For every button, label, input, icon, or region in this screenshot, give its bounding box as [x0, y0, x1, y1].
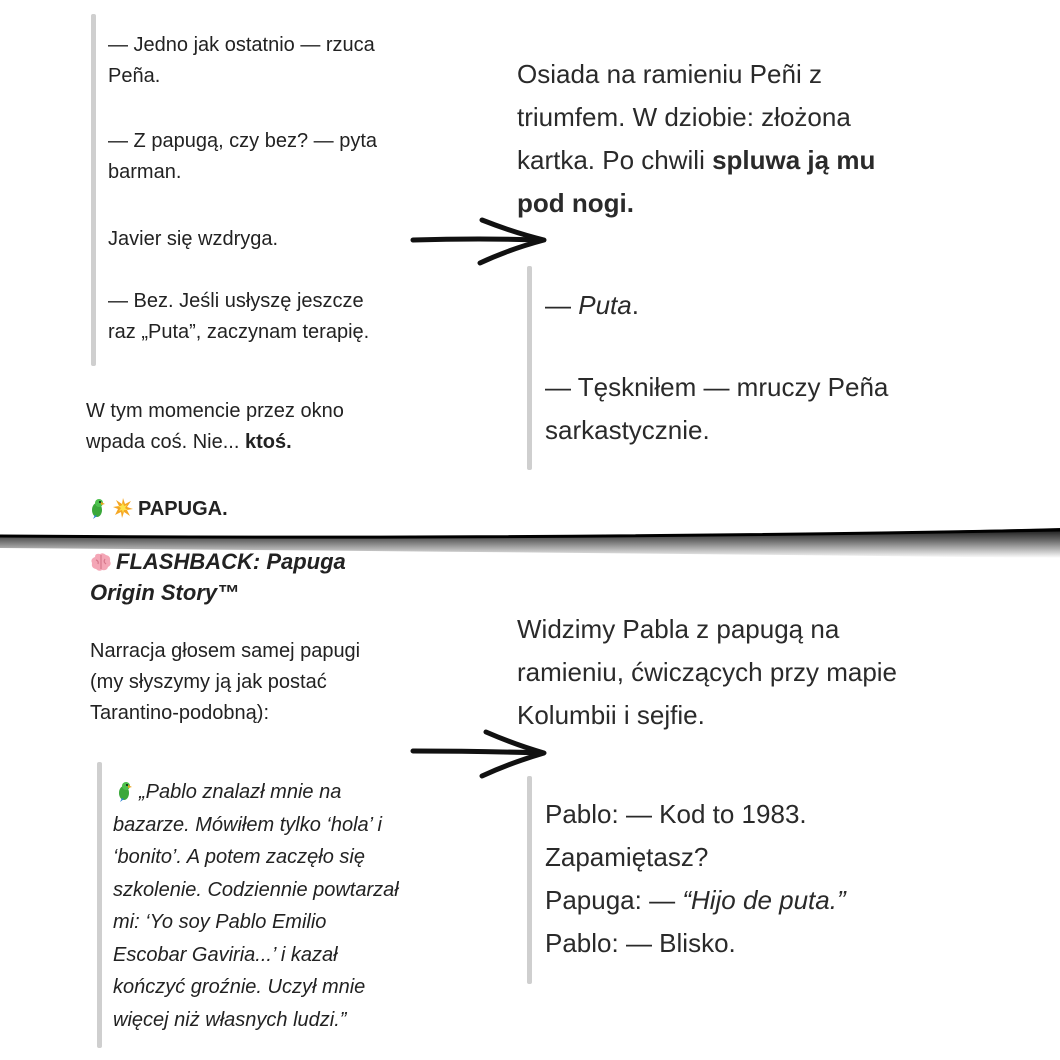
- quote-bar-bottom-right: [527, 776, 532, 984]
- quote-puta: — Puta.: [545, 290, 639, 320]
- quote-tesknilem: — Tęskniłem — mruczy Peña sarkastycznie.: [545, 372, 889, 445]
- dialog-block: Pablo: — Kod to 1983. Zapamiętasz? Papuga: — “Hijo de puta.” Pablo: — Blisko.: [545, 799, 846, 958]
- quote-paragraph-4: — Bez. Jeśli usłyszę jeszcze raz „Puta”, zaczynam terapię.: [108, 290, 370, 343]
- top-right-paragraph: Osiada na ramieniu Peñi z triumfem. W dziobie: złożona kartka. Po chwili spluwa ją mu pod nogi.: [517, 59, 876, 218]
- quote-bar-top-right: [527, 266, 532, 470]
- flashback-heading: FLASHBACK: Papuga Origin Story™: [90, 549, 346, 605]
- bottom-right-paragraph: Widzimy Pabla z papugą na ramieniu, ćwiczących przy mapie Kolumbii i sejfie.: [517, 614, 898, 730]
- quote-paragraph-2: — Z papugą, czy bez? — pyta barman.: [108, 130, 378, 183]
- quote-paragraph-1: — Jedno jak ostatnio — rzuca Peña.: [108, 34, 375, 87]
- explosion-icon: [112, 497, 134, 519]
- quote-paragraph-3: Javier się wzdryga.: [108, 228, 279, 250]
- quote-bar-bottom-left: [97, 762, 102, 1048]
- narration-paragraph: W tym momencie przez okno wpada coś. Nie... ktoś.: [86, 400, 344, 453]
- brain-icon: [90, 551, 112, 573]
- arrow-right-icon: [410, 727, 550, 779]
- quote-bar-top-left: [91, 14, 96, 366]
- parrot-icon: [113, 780, 135, 802]
- narration-flashback: Narracja głosem samej papugi (my słyszymy ją jak postać Tarantino-podobną):: [90, 640, 361, 724]
- parrot-quote: „Pablo znalazł mnie na bazarze. Mówiłem tylko ‘hola’ i ‘bonito’. A potem zaczęło się szkolenie. Codziennie powtarzał mi: ‘Yo soy Pablo Emilio Escobar Gaviria...’ i kazał kończyć groźnie. Uczył mnie więcej niż własnych ludzi.”: [113, 781, 399, 1031]
- parrot-icon: [86, 497, 108, 519]
- arrow-right-icon: [410, 215, 550, 267]
- papuga-heading: PAPUGA.: [86, 494, 228, 525]
